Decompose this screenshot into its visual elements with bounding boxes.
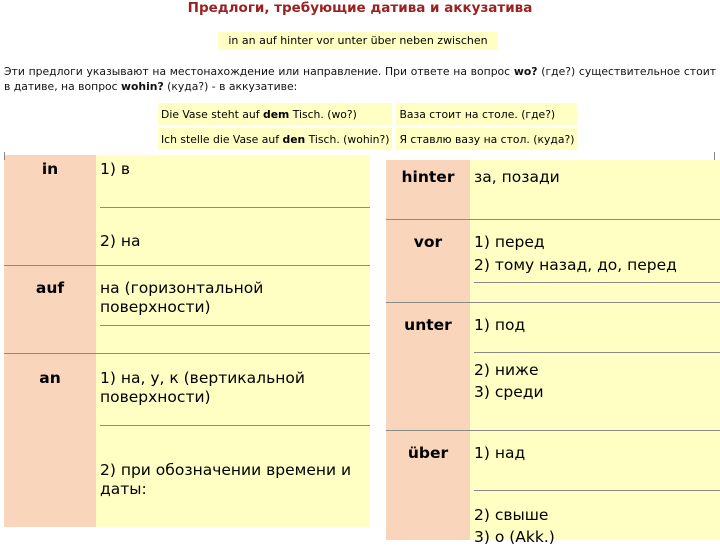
example-german: Ich stelle die Vase auf den Tisch. (wohin?) [158, 127, 392, 152]
meaning-auf: на (горизонтальной поверхности) [100, 279, 264, 316]
meaning-unter-3: 3) среди [474, 383, 544, 401]
page-title: Предлоги, требующие датива и аккузатива [187, 0, 533, 16]
question-wohin: wohin? [121, 80, 164, 93]
preposition-auf: auf [35, 279, 65, 297]
meaning-in-1: 1) в [100, 160, 130, 178]
preposition-vor: vor [413, 233, 443, 251]
meaning-vor-1: 1) перед [474, 233, 545, 251]
question-wo: wo? [513, 65, 538, 78]
left-preposition-column [4, 155, 96, 527]
meaning-in-2: 2) на [100, 232, 141, 250]
example-russian: Я ставлю вазу на стол. (куда?) [396, 127, 577, 152]
example-row [158, 103, 577, 127]
right-preposition-table [386, 160, 720, 546]
intro-text-3: (куда?) - в аккузативе: [163, 80, 298, 93]
examples-table [158, 103, 577, 153]
intro-paragraph [4, 64, 716, 94]
preposition-uber: über [407, 444, 449, 462]
meaning-uber-1: 1) над [474, 444, 526, 462]
example-german: Die Vase steht auf dem Tisch. (wo?) [158, 103, 392, 127]
preposition-in: in [41, 160, 59, 178]
meaning-uber-2: 2) свыше [474, 506, 549, 524]
cell-divider [100, 325, 370, 326]
preposition-hinter: hinter [401, 168, 455, 186]
preposition-unter: unter [404, 316, 452, 334]
cell-divider [474, 352, 720, 353]
row-divider [4, 265, 370, 266]
example-row [158, 127, 577, 152]
cell-divider [474, 282, 720, 283]
prepositions-list: in an auf hinter vor unter über neben zwischen [218, 32, 498, 50]
preposition-an: an [39, 369, 61, 387]
frame-edge [4, 152, 5, 160]
cell-divider [100, 207, 370, 208]
left-preposition-table [4, 155, 370, 527]
intro-text-1: Эти предлоги указывают на местонахождение или направление. При ответе на вопрос [4, 65, 514, 78]
cell-divider [100, 425, 370, 426]
row-divider [386, 219, 720, 220]
row-divider [4, 353, 370, 354]
meaning-an-1: 1) на, у, к (вертикальной поверхности) [100, 369, 305, 406]
intro-text-2: (где?) существительное стоит в дативе, на вопрос [4, 65, 716, 93]
meaning-an-2: 2) при обозначении времени и даты: [100, 461, 352, 498]
frame-edge [714, 152, 715, 160]
meaning-vor-2: 2) тому назад, до, перед [474, 256, 677, 274]
meaning-unter-1: 1) под [474, 316, 526, 334]
row-divider [386, 302, 720, 303]
meaning-uber-3: 3) о (Akk.) [474, 528, 555, 546]
row-divider [386, 430, 720, 431]
cell-divider [474, 490, 720, 491]
meaning-unter-2: 2) ниже [474, 361, 539, 379]
right-preposition-column [386, 160, 470, 540]
example-russian: Ваза стоит на столе. (где?) [396, 103, 577, 127]
meaning-hinter: за, позади [474, 168, 560, 186]
